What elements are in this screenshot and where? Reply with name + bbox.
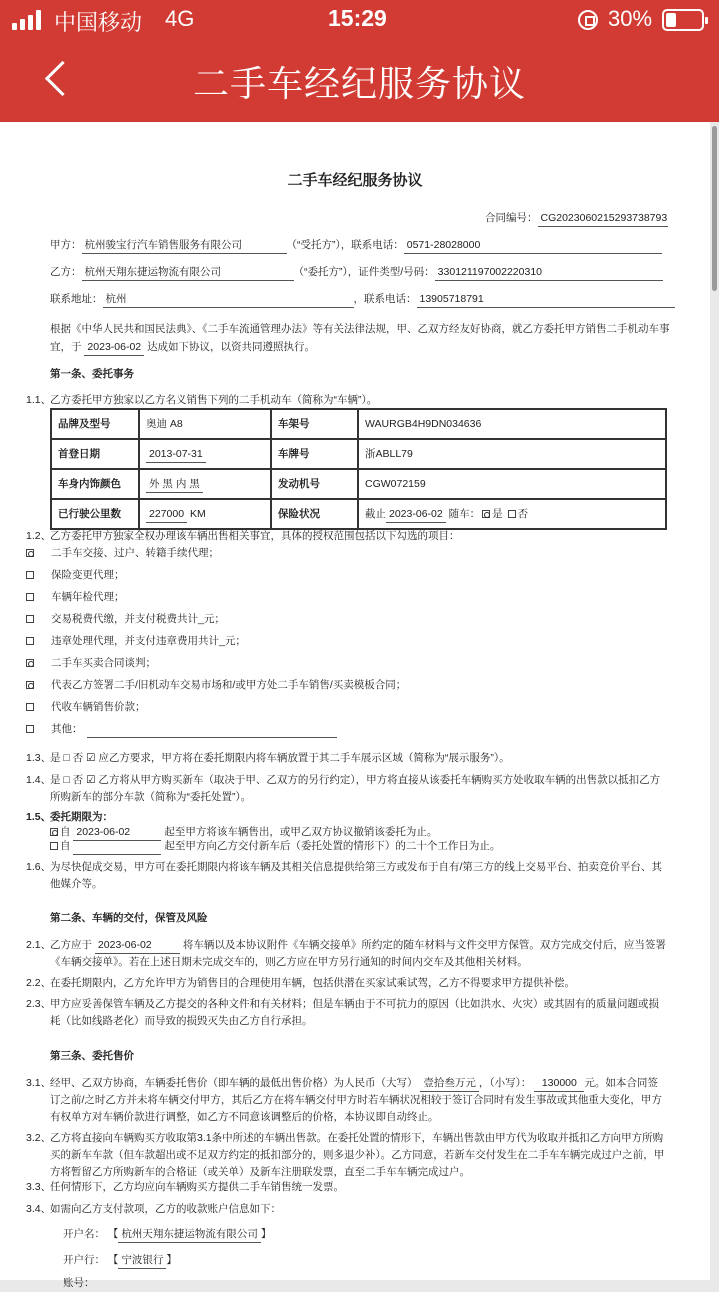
vehicle-info-table — [50, 408, 667, 530]
interior-color: 黑 — [189, 477, 200, 490]
checkbox-icon — [26, 549, 34, 557]
list-item: 违章处理代理，并支付违章费用共计_元； — [24, 633, 246, 650]
insurance-status: 截止 2023-06-02 随车： 是 否 — [358, 499, 666, 529]
clause-1-5-title: 委托期限为： — [50, 811, 113, 823]
party-b-name: 杭州天翔东捷运物流有限公司 — [82, 265, 294, 281]
party-b-row: 乙方： 杭州天翔东捷运物流有限公司 （“委托方”），证件类型/号码： 330121197002220310 — [50, 264, 663, 281]
list-item: 车辆年检代理； — [24, 589, 125, 606]
clause-3-4: 如需向乙方支付款项，乙方的收款账户信息如下： — [50, 1203, 281, 1215]
party-a-phone: 0571-28028000 — [404, 238, 662, 254]
clause-3-1: 经甲、乙双方协商，车辆委托售价（即车辆的最低出售价格）为人民币（大写） 壹拾叁万元 ，（小写）： 130000 元。如本合同签订之前/之时乙方并未将车辆交付甲方，其后乙方在将车辆交付甲方时若车辆状况相较于签订合同时有发生事故或其他重大变化，甲方有权单方对车辆价款进行调整，如乙方不同意该调整后的价格，本协议即自动终止。 — [50, 1077, 662, 1123]
list-item: 交易税费代缴，并支付税费共计_元； — [24, 611, 225, 628]
price-upper: 壹拾叁万元 — [420, 1076, 479, 1092]
section-2-title: 第二条、车辆的交付，保管及风险 — [50, 912, 208, 924]
clause-2-3: 甲方应妥善保管车辆及乙方提交的各种文件和有关材料；但是车辆由于不可抗力的原因（比如洪水、火灾）或其固有的质量问题或损耗（比如线路老化）而导致的损毁灭失由乙方自行承担。 — [50, 998, 659, 1027]
vin-number: WAURGB4H9DN034636 — [358, 409, 666, 439]
account-name: 杭州天翔东捷运物流有限公司 — [118, 1227, 261, 1243]
contract-number: CG20230602152937387​93 — [538, 211, 668, 227]
network-type: 4G — [165, 6, 195, 31]
clause-2-2: 在委托期限内，乙方允许甲方为销售目的合理使用车辆，包括供潜在买家试乘试驾，乙方不得要求甲方提供补偿。 — [50, 977, 575, 989]
list-item: 保险变更代理； — [24, 567, 125, 584]
checkbox-icon — [508, 510, 516, 518]
table-row: 首登日期 2013-07-31 车牌号 浙ABLL79 — [51, 439, 666, 469]
checkbox-icon — [50, 842, 58, 850]
clause-3-3: 任何情形下，乙方均应向车辆购买方提供二手车销售统一发票。 — [50, 1181, 344, 1193]
checkbox-icon — [26, 615, 34, 623]
checkbox-icon — [26, 571, 34, 579]
party-a-name: 杭州骏宝行汽车销售服务有限公司 — [82, 238, 287, 254]
bank-name: 宁波银行 — [118, 1253, 166, 1269]
term-option-b: 自 起至甲方向乙方交付新车后（委托处置的情形下）的二十个工作日为止。 — [48, 838, 500, 855]
engine-number: CGW072159 — [358, 469, 666, 499]
list-item: 代收车辆销售价款； — [24, 699, 146, 716]
checkbox-icon — [26, 703, 34, 711]
preamble-date: 2023-06-02 — [84, 340, 144, 356]
plate-number: 浙ABLL79 — [358, 439, 666, 469]
term-start-date: 2023-06-02 — [73, 825, 161, 841]
checkbox-icon — [26, 593, 34, 601]
delivery-date: 2023-06-02 — [95, 938, 180, 954]
list-item: 二手车买卖合同谈判； — [24, 655, 156, 672]
exterior-color: 黑 — [162, 477, 173, 490]
contract-number-row: 合同编号： CG20230602152937387​93 — [485, 210, 668, 227]
status-time: 15:29 — [328, 5, 387, 31]
term-option-a: 自 2023-06-02 起至甲方将该车辆售出，或甲乙双方协议撤销该委托为止。 — [48, 824, 437, 841]
scrollbar[interactable] — [712, 126, 717, 291]
checkbox-icon — [26, 659, 34, 667]
bank-row: 开户行： 【 宁波银行 】 — [63, 1252, 177, 1269]
address-value: 杭州 — [103, 292, 354, 308]
list-item: 二手车交接、过户、转籍手续代理； — [24, 545, 219, 562]
brand-model: 奥迪 A8 — [139, 409, 271, 439]
party-b-id: 330121197002220310 — [435, 265, 663, 281]
clause-1-1: 乙方委托甲方独家以乙方名义销售下列的二手机动车（简称为“车辆”）。 — [50, 394, 378, 406]
section-1-title: 第一条、委托事务 — [50, 368, 134, 380]
first-registration-date: 2013-07-31 — [146, 447, 206, 463]
status-bar — [0, 0, 719, 40]
clause-3-2: 乙方将直接向车辆购买方收取第3.1条中所述的车辆出售款。在委托处置的情形下，车辆出售款由甲方代为收取并抵扣乙方向甲方所购买的新车车款（但车款超出或不足双方约定的抵扣部分的，则多退少补）。乙方同意，若新车交付发生在二手车车辆完成过户之前，甲方将暂留乙方所购新车的合格证（或关单）及新车注册联发票，直至二手车车辆完成过户。 — [50, 1132, 665, 1178]
clause-1-4: 是 □ 否 ☑ 乙方将从甲方购买新车（取决于甲、乙双方的另行约定），甲方将直接从该委托车辆购买方处收取车辆的出售款以抵扣乙方所购新车的部分车款（简称为“委托处置”）。 — [50, 774, 661, 803]
signal-icon — [12, 10, 46, 30]
rotation-lock-icon — [578, 10, 598, 30]
table-row: 车身内饰颜色 外 黑 内 黑 发动机号 CGW072159 — [51, 469, 666, 499]
checkbox-icon — [26, 681, 34, 689]
list-item: 其他： — [24, 721, 337, 738]
clause-1-3: 是 □ 否 ☑ 应乙方要求，甲方将在委托期限内将车辆放置于其二手车展示区域（简称为“展示服务”）。 — [50, 752, 510, 764]
section-3-title: 第三条、委托售价 — [50, 1050, 134, 1062]
checkbox-icon — [50, 828, 58, 836]
address-row: 联系地址： 杭州 ，联系电话： 13905718791 — [50, 291, 675, 308]
party-a-row: 甲方： 杭州骏宝行汽车销售服务有限公司 （“受托方”），联系电话： 0571-28028000 — [50, 237, 662, 254]
checkbox-icon — [26, 725, 34, 733]
battery-percent: 30% — [608, 6, 653, 31]
app-header — [0, 0, 719, 122]
checkbox-icon — [26, 637, 34, 645]
table-row: 品牌及型号 奥迪 A8 车架号 WAURGB4H9DN034636 — [51, 409, 666, 439]
document-title: 二手车经纪服务协议 — [287, 172, 423, 189]
page-title: 二手车经纪服务协议 — [192, 63, 526, 104]
agreement-document[interactable]: 二手车经纪服务协议 合同编号： CG20230602152937387​93 甲方： 杭州骏宝行汽车销售服务有限公司 （“受托方”），联系电话： 0571-28028000 乙方： 杭州天翔东捷运物流有限公司 （“委托方”），证件类型/号码： 330121197002220310 联系地址： 杭州 ，联系电话： 13905718791 根据《中华人民共和国民法典》、《二手车流通管理办法》等有关法律法规，甲、乙双方经友好协商，就乙方委托甲方销售二手机动车事 宜，于 2023-06-02 达成如下协议，以资共同遵照执行。 第一条、委托事务 1.1、 乙方委托甲方独家以乙方名义销售下列的二手机动车（简称为“车辆”）。 品牌及型号 奥迪 A8 车架号 WAURGB4H9DN034636 首登日期 2013-07-31 车牌号 浙ABLL79 车身内饰颜色 外 黑 内 黑 发动机号 CGW072159 已行驶公里数 227000 KM 保险状况 截止 2023-06-02 随车： 是 否 1.2、 乙方委托甲方独家全权办理该车辆出售相关事宜，具体的授权范围包括以下勾选的项目： 二手车交接、过户、转籍手续代理； 保险变更代理； 车辆年检代理； 交易税费代缴，并支付税费共计_元； 违章处理代理，并支付违章费用共计_元； 二手车买卖合同谈判； 代表乙方签署二手/旧机动车交易市场和/或甲方处二手车销售/买卖模板合同； 代收车辆销售价款； 其他： 1.3、 是 □ 否 ☑ 应乙方要求，甲方将在委托期限内将车辆放置于其二手车展示区域（简称为“展示服务”）。 1.4、 是 □ 否 ☑ 乙方将从甲方购买新车（取决于甲、乙双方的另行约定），甲方将直接从该委托车辆购买方处收取车辆的出售款以抵扣乙方所购新车的部分车款（简称为“委托处置”）。 1.5、 委托期限为： 自 2023-06-02 起至甲方将该车辆售出，或甲乙双方协议撤销该委托为止。 自 起至甲方向乙方交付新车后（委托处置的情形下）的二十个工作日为止。 1.6、 为尽快促成交易，甲方可在委托期限内将该车辆及其相关信息提供给第三方或发布于自有/第三方的线上交易平台、拍卖竞价平台、其他媒介等。 第二条、车辆的交付，保管及风险 2.1、 乙方应于 2023-06-02 将车辆以及本协议附件《车辆交接单》所约定的随车材料与文件交甲方保管。双方完成交付后，应当签署《车辆交接单》。若在上述日期未完成交车的，则乙方应在甲方另行通知的时间内交车及其他相关材料。 2.2、 在委托期限内，乙方允许甲方为销售目的合理使用车辆，包括供潜在买家试乘试驾，乙方不得要求甲方提供补偿。 2.3、 甲方应妥善保管车辆及乙方提交的各种文件和有关材料；但是车辆由于不可抗力的原因（比如洪水、火灾）或其固有的质量问题或损耗（比如线路老化）而导致的损毁灭失由乙方自行承担。 第三条、委托售价 3.1、 经甲、乙双方协商，车辆委托售价（即车辆的最低出售价格）为人民币（大写） 壹拾叁万元 ，（小写）： 130000 元。如本合同签订之前/之时乙方并未将车辆交付甲方，其后乙方在将车辆交付甲方时若车辆状况相较于签订合同时有发生事故或其他重大变化，甲方有权单方对车辆价款进行调整，如乙方不同意该调整后的价格，本协议即自动终止。 3.2、 乙方将直接向车辆购买方收取第3.1条中所述的车辆出售款。在委托处置的情形下，车辆出售款由甲方代为收取并抵扣乙方向甲方所购买的新车车款（但车款超出或不足双方约定的抵扣部分的，则多退少补）。乙方同意，若新车交付发生在二手车车辆完成过户之前，甲方将暂留乙方所购新车的合格证（或关单）及新车注册联发票，直至二手车车辆完成过户。 3.3、 任何情形下，乙方均应向车辆购买方提供二手车销售统一发票。 3.4、 如需向乙方支付款项，乙方的收款账户信息如下： 开户名： 【 杭州天翔东捷运物流有限公司 】 开户行： 【 宁波银行 】 账号： — [0, 122, 710, 1280]
clause-2-1: 乙方应于 2023-06-02 将车辆以及本协议附件《车辆交接单》所约定的随车材料与文件交甲方保管。双方完成交付后，应当签署《车辆交接单》。若在上述日期未完成交车的，则乙方应在甲方另行通知的时间内交车及其他相关材料。 — [50, 939, 666, 968]
checkbox-icon — [482, 510, 490, 518]
table-row: 已行驶公里数 227000 KM 保险状况 截止 2023-06-02 随车： 是 否 — [51, 499, 666, 529]
party-b-phone: 13905718791 — [417, 292, 675, 308]
account-number-row: 账号： — [63, 1277, 95, 1289]
preamble: 根据《中华人民共和国民法典》、《二手车流通管理办法》等有关法律法规，甲、乙双方经友好协商，就乙方委托甲方销售二手机动车事 宜，于 2023-06-02 达成如下协议，以资共同遵照执行。 — [50, 321, 670, 356]
mileage: 227000 — [146, 507, 187, 523]
account-name-row: 开户名： 【 杭州天翔东捷运物流有限公司 】 — [63, 1226, 271, 1243]
clause-1-6: 为尽快促成交易，甲方可在委托期限内将该车辆及其相关信息提供给第三方或发布于自有/第三方的线上交易平台、拍卖竞价平台、其他媒介等。 — [50, 861, 662, 890]
battery-icon — [662, 9, 704, 31]
carrier-name: 中国移动 — [54, 10, 143, 35]
list-item: 代表乙方签署二手/旧机动车交易市场和/或甲方处二手车销售/买卖模板合同； — [24, 677, 406, 694]
price-lower: 130000 — [534, 1076, 584, 1092]
clause-1-2: 乙方委托甲方独家全权办理该车辆出售相关事宜，具体的授权范围包括以下勾选的项目： — [50, 530, 460, 542]
